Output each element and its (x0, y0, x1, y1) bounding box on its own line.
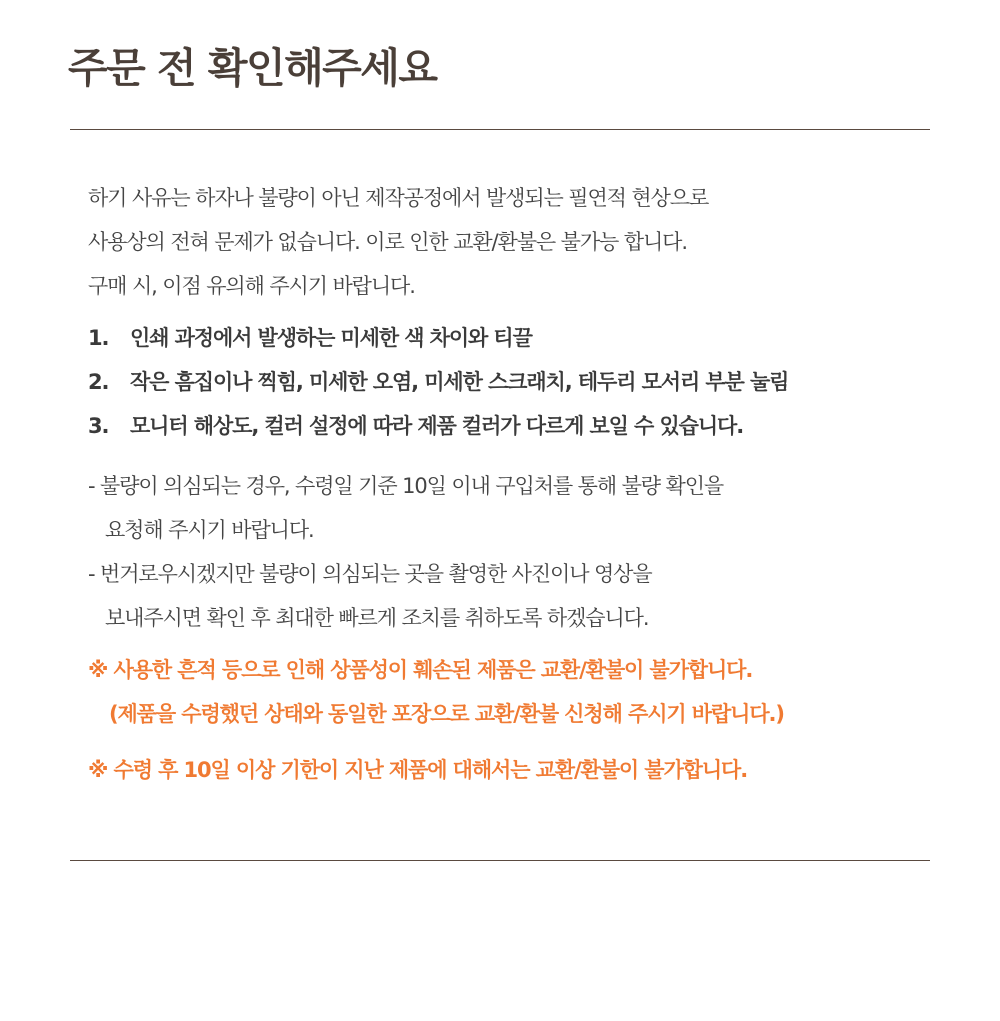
defect-note-line: - 번거로우시겠지만 불량이 의심되는 곳을 촬영한 사진이나 영상을 (88, 562, 652, 586)
warning-line: ※ 수령 후 10일 이상 기한이 지난 제품에 대해서는 교환/환불이 불가합니다. (88, 758, 748, 782)
top-divider (70, 129, 930, 130)
numbered-list-item (88, 360, 928, 404)
list-item-text: 인쇄 과정에서 발생하는 미세한 색 차이와 티끌 (130, 326, 532, 350)
defect-note (88, 552, 928, 640)
intro-line: 하기 사유는 하자나 불량이 아닌 제작공정에서 발생되는 필연적 현상으로 (88, 186, 709, 210)
defect-note (88, 464, 928, 552)
warning-line: (제품을 수령했던 상태와 동일한 포장으로 교환/환불 신청해 주시기 바랍니다.) (109, 702, 784, 726)
bottom-divider (70, 860, 930, 861)
list-item-text: 모니터 해상도, 컬러 설정에 따라 제품 컬러가 다르게 보일 수 있습니다. (130, 414, 744, 438)
numbered-list-item (88, 316, 928, 360)
page-title: 주문 전 확인해주세요 (68, 44, 437, 92)
numbered-list (88, 316, 928, 448)
list-item-text: 작은 흠집이나 찍힘, 미세한 오염, 미세한 스크래치, 테두리 모서리 부분 눌림 (130, 370, 789, 394)
list-number: 3. (88, 414, 109, 438)
list-number: 1. (88, 326, 109, 350)
defect-note-line: 보내주시면 확인 후 최대한 빠르게 조치를 취하도록 하겠습니다. (105, 606, 649, 630)
defect-note-line: 요청해 주시기 바랍니다. (105, 518, 314, 542)
defect-notes (88, 464, 928, 640)
warning-notice (88, 748, 928, 792)
numbered-list-item (88, 404, 928, 448)
intro-line: 구매 시, 이점 유의해 주시기 바랍니다. (88, 274, 415, 298)
intro-line: 사용상의 전혀 문제가 없습니다. 이로 인한 교환/환불은 불가능 합니다. (88, 230, 687, 254)
notice-content (88, 176, 928, 792)
warning-notice (88, 648, 928, 736)
intro-paragraph (88, 176, 928, 308)
warning-line: ※ 사용한 흔적 등으로 인해 상품성이 훼손된 제품은 교환/환불이 불가합니다. (88, 658, 753, 682)
defect-note-line: - 불량이 의심되는 경우, 수령일 기준 10일 이내 구입처를 통해 불량 확인을 (88, 474, 724, 498)
list-number: 2. (88, 370, 109, 394)
